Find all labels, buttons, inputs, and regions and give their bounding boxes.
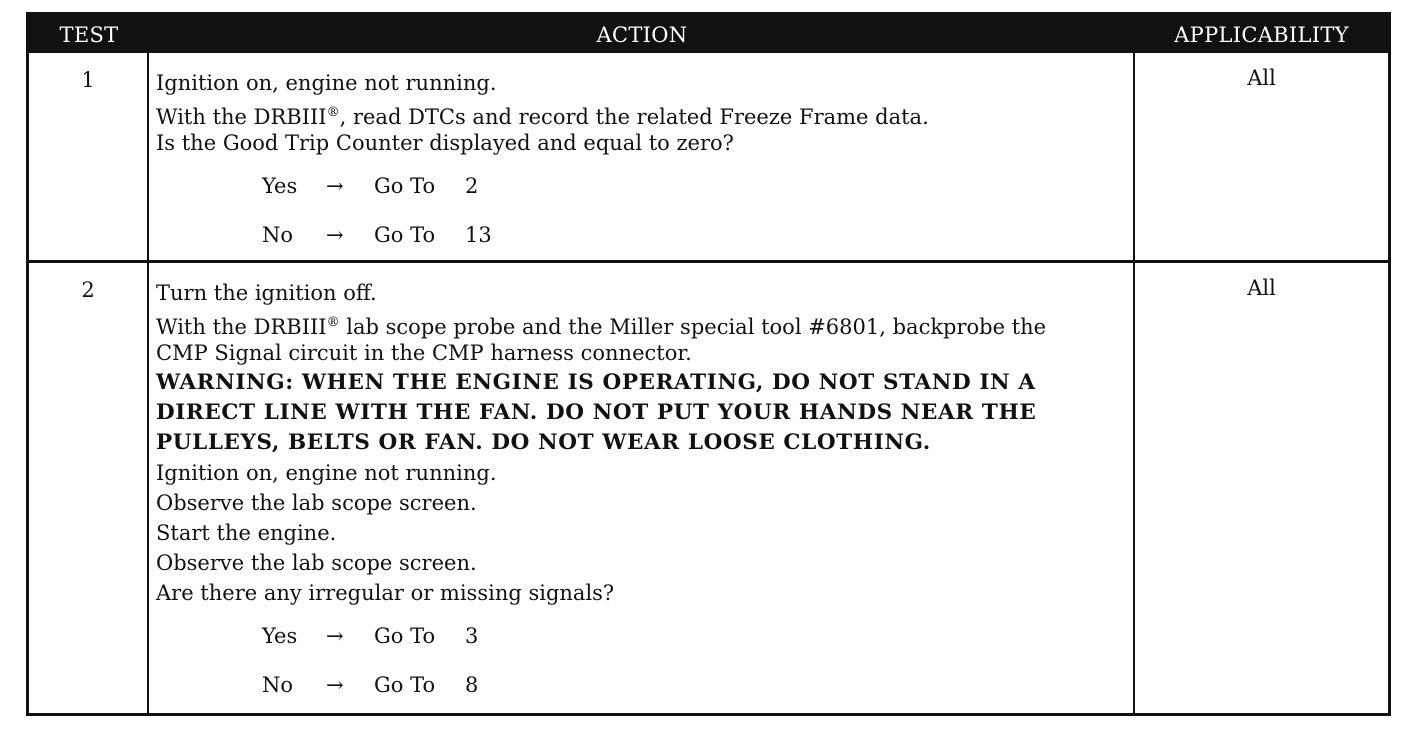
choice-yes: Yes → Go To 3 bbox=[156, 612, 1128, 661]
table-header bbox=[29, 15, 1388, 53]
action-line: Ignition on, engine not running. bbox=[156, 71, 497, 95]
arrow-icon: → bbox=[326, 624, 344, 648]
test-number: 2 bbox=[81, 278, 95, 302]
action-line: Is the Good Trip Counter displayed and equal to zero? bbox=[156, 131, 734, 155]
arrow-icon: → bbox=[326, 174, 344, 198]
arrow-icon: → bbox=[326, 673, 344, 697]
action-line: Are there any irregular or missing signals? bbox=[156, 581, 615, 605]
action-line: Start the engine. bbox=[156, 521, 337, 545]
warning-line: PULLEYS, BELTS OR FAN. DO NOT WEAR LOOSE CLOTHING. bbox=[156, 430, 931, 455]
applicability-cell: All bbox=[1247, 276, 1276, 300]
applicability-cell: All bbox=[1247, 66, 1276, 90]
action-line: Turn the ignition off. bbox=[156, 281, 377, 305]
action-line: CMP Signal circuit in the CMP harness connector. bbox=[156, 341, 692, 365]
diagnostic-test-table bbox=[26, 12, 1391, 716]
registered-mark: ® bbox=[326, 105, 340, 120]
choice-yes: Yes → Go To 2 bbox=[156, 162, 1128, 211]
choice-no: No → Go To 13 bbox=[156, 211, 1128, 260]
header-applicability: APPLICABILITY bbox=[1174, 23, 1349, 47]
warning-line: WARNING: WHEN THE ENGINE IS OPERATING, DO NOT STAND IN A bbox=[156, 370, 1036, 395]
warning-line: DIRECT LINE WITH THE FAN. DO NOT PUT YOUR HANDS NEAR THE bbox=[156, 400, 1037, 425]
action-line: Observe the lab scope screen. bbox=[156, 551, 477, 575]
choice-no: No → Go To 8 bbox=[156, 661, 1128, 710]
registered-mark: ® bbox=[326, 315, 340, 330]
test-number: 1 bbox=[81, 68, 95, 92]
action-line: Observe the lab scope screen. bbox=[156, 491, 477, 515]
action-cell bbox=[156, 278, 1128, 710]
action-line: With the DRBIII® lab scope probe and the Miller special tool #6801, backprobe the bbox=[156, 315, 1047, 339]
action-line: With the DRBIII®, read DTCs and record the related Freeze Frame data. bbox=[156, 105, 929, 129]
table-row bbox=[29, 263, 1388, 716]
arrow-icon: → bbox=[326, 223, 344, 247]
header-action: ACTION bbox=[596, 23, 688, 47]
table-row bbox=[29, 53, 1388, 260]
action-cell bbox=[156, 68, 1128, 260]
header-test: TEST bbox=[59, 23, 119, 47]
action-line: Ignition on, engine not running. bbox=[156, 461, 497, 485]
